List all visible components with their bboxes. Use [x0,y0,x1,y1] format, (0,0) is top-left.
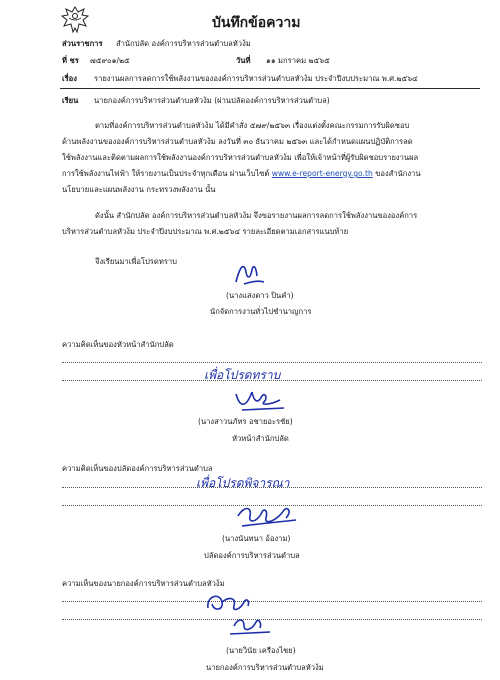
to-value: นายกองค์การบริหารส่วนตำบลหัวง้ม (ผ่านปลัดองค์การบริหารส่วนตำบล) [94,96,330,105]
date-value: ๑๑ มกราคม ๒๕๖๕ [266,56,330,65]
ref-value: ๗๕๙๐๑/๒๕ [90,56,130,65]
body-para1-line3: ใช้พลังงานและติดตามผลการใช้พลังงานองค์การบริหารส่วนตำบลหัวง้ม เพื่อให้เจ้าหน้าที่ผู้รับผิดชอบรายงานผล [62,153,419,162]
body-para1-line4 [62,169,421,179]
header-divider [60,88,480,89]
date-label: วันที่ [236,56,251,65]
section2-name: (นางสาวนภัทร อชายอะรชัย) [198,417,293,426]
body-para1-line4-suffix: ของสำนักงาน [372,169,421,178]
to-label: เรียน [62,96,79,105]
subject-label: เรื่อง [62,74,77,83]
dept-value: สำนักปลัด องค์การบริหารส่วนตำบลหัวง้ม [116,39,251,48]
body-para1-line2: ด้านพลังงานขององค์การบริหารส่วนตำบลหัวง้ม ลงวันที่ ๓๐ ธันวาคม ๒๕๖๓ และได้กำหนดแผนปฏิบัติการลด [62,137,413,146]
signature-1 [230,258,280,294]
section3-handwriting: เพื่อโปรดพิจารณา [196,476,290,490]
body-para2-line1: ดังนั้น สำนักปลัด องค์การบริหารส่วนตำบลหัวง้ม จึงขอรายงานผลการลดการใช้พลังงานขององค์การ [95,211,418,220]
section4-heading: ความเห็นของนายกองค์การบริหารส่วนตำบลหัวง้ม [62,579,225,588]
garuda-emblem [60,4,90,36]
body-para1-line4-prefix: การใช้พลังงานไฟฟ้า ให้รายงานเป็นประจำทุกเดือน ผ่านเว็บไซต์ [62,169,272,178]
section4-position: นายกองค์การบริหารส่วนตำบลหัวง้ม [206,663,324,672]
section3-position: ปลัดองค์การบริหารส่วนตำบล [204,551,300,560]
section3-name: (นางนันทนา อ้องาม) [222,534,291,543]
section4-name: (นายวินัย เครืองไชย) [226,646,296,655]
body-para2-line2: บริหารส่วนตำบลหัวง้ม ประจำปีงบประมาณ พ.ศ.๒๕๖๔ รายละเอียดตามเอกสารแนบท้าย [62,227,349,236]
signer1-position: นักจัดการงานทั่วไปชำนาญการ [210,307,312,316]
section2-line1 [62,362,482,363]
section2-handwriting: เพื่อโปรดทราบ [204,368,281,382]
signature-2 [232,386,292,420]
body-para1-line1: ตามที่องค์การบริหารส่วนตำบลหัวง้ม ได้มีคำสั่ง ๕๗๙/๒๕๖๓ เรื่องแต่งตั้งคณะกรรมการรับผิดชอบ [95,121,410,130]
closing-text: จึงเรียนมาเพื่อโปรดทราบ [95,257,177,266]
section2-heading: ความคิดเห็นของหัวหน้าสำนักปลัด [62,340,174,349]
section3-heading: ความคิดเห็นของปลัดองค์การบริหารส่วนตำบล [62,464,213,473]
dept-label: ส่วนราชการ [62,39,103,48]
document-title: บันทึกข้อความ [212,15,301,31]
signature-4 [200,588,290,644]
energy-report-link[interactable]: www.e-report-energy.go.th [271,169,373,178]
signature-3 [234,500,304,534]
subject-value: รายงานผลการลดการใช้พลังงานขององค์การบริหารส่วนตำบลหัวง้ม ประจำปีงบประมาณ พ.ศ.๒๕๖๔ [94,74,418,83]
section2-position: หัวหน้าสำนักปลัด [232,434,289,443]
signer1-name: (นางแสงดาว ปินคำ) [226,291,294,300]
ref-label: ที่ ชร [62,56,79,65]
body-para1-line5: นโยบายและแผนพลังงาน กระทรวงพลังงาน นั้น [62,185,216,194]
